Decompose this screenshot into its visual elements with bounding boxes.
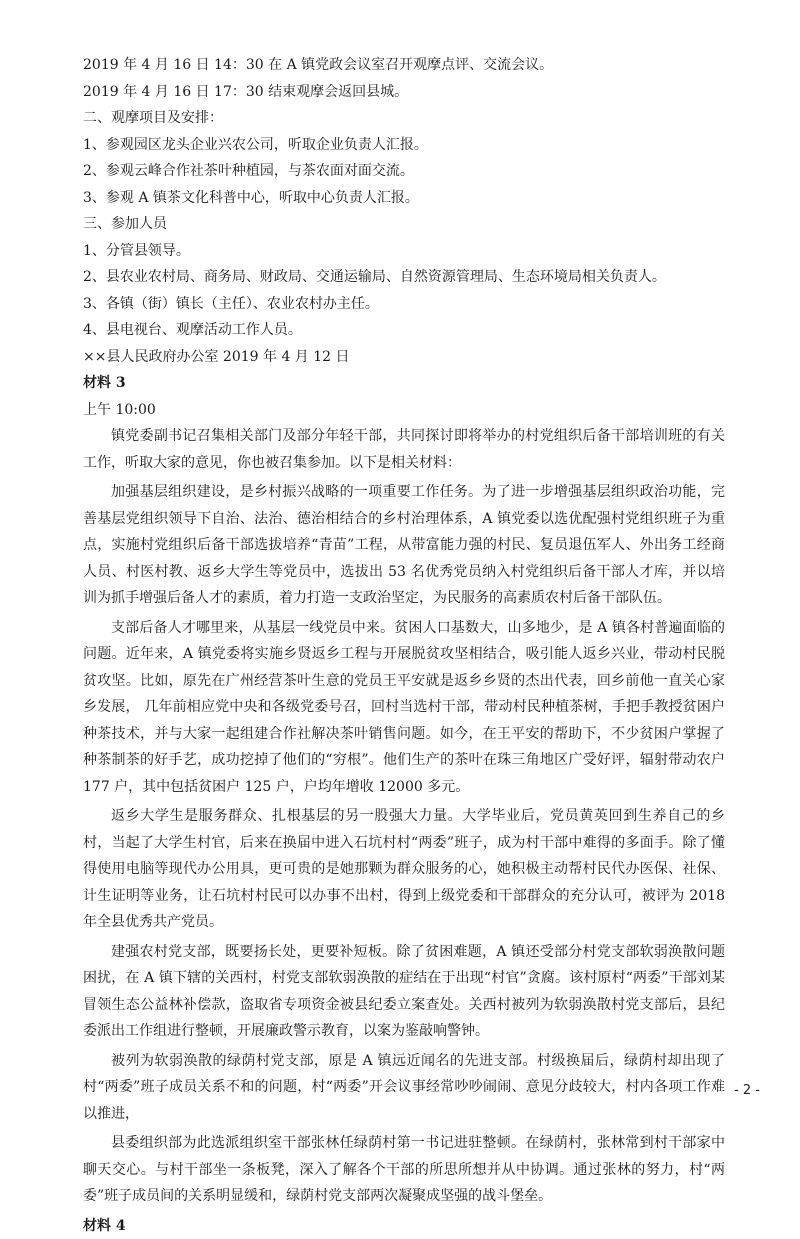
material-3-paragraph: 镇党委副书记召集相关部门及部分年轻干部，共同探讨即将举办的村党组织后备干部培训班的有关工作，听取大家的意见，你也被召集参加。以下是相关材料： <box>83 423 725 476</box>
section-heading: 二、观摩项目及安排： <box>83 105 725 132</box>
schedule-line: 2019 年 4 月 16 日 14：30 在 A 镇党政会议室召开观摩点评、交流会议。 <box>83 52 725 79</box>
material-4-title: 材料 4 <box>83 1213 725 1239</box>
list-item: 3、各镇（街）镇长（主任）、农业农村办主任。 <box>83 291 725 318</box>
list-item: 2、参观云峰合作社茶叶种植园，与茶农面对面交流。 <box>83 158 725 185</box>
list-item: 1、分管县领导。 <box>83 238 725 265</box>
material-3-time: 上午 10:00 <box>83 397 725 424</box>
material-3-paragraph: 加强基层组织建设，是乡村振兴战略的一项重要工作任务。为了进一步增强基层组织政治功能，完善基层党组织领导下自治、法治、德治相结合的乡村治理体系，A 镇党委以选优配强村党组织班子为重点，实施村党组织后备干部选拔培养“青苗”工程，从带富能力强的村民、复员退伍军人、外出务工经商人员、村医村教、返乡大学生等党员中，选拔出 53 名优秀党员纳入村党组织后备干部人才库，并以培训为抓手增强后备人才的素质，着力打造一支政治坚定，为民服务的高素质农村后备干部队伍。 <box>83 479 725 612</box>
schedule-line: 2019 年 4 月 16 日 17：30 结束观摩会返回县城。 <box>83 79 725 106</box>
list-item: 4、县电视台、观摩活动工作人员。 <box>83 317 725 344</box>
signature-line: ××县人民政府办公室 2019 年 4 月 12 日 <box>83 344 725 371</box>
section-heading: 三、参加人员 <box>83 211 725 238</box>
list-item: 1、参观园区龙头企业兴农公司，听取企业负责人汇报。 <box>83 132 725 159</box>
material-3-paragraph: 返乡大学生是服务群众、扎根基层的另一股强大力量。大学毕业后，党员黄英回到生养自己的乡村，当起了大学生村官，后来在换届中进入石坑村村“两委”班子，成为村干部中难得的多面手。除了懂得使用电脑等现代办公用具，更可贵的是她那颗为群众服务的心，她积极主动帮村民代办医保、社保、计生证明等业务，让石坑村村民可以办事不出村，得到上级党委和干部群众的充分认可，被评为 2018 年全县优秀共产党员。 <box>83 803 725 936</box>
list-item: 3、参观 A 镇茶文化科普中心，听取中心负责人汇报。 <box>83 185 725 212</box>
material-3-paragraph: 支部后备人才哪里来，从基层一线党员中来。贫困人口基数大，山多地少，是 A 镇各村普遍面临的问题。近年来，A 镇党委将实施乡贤返乡工程与开展脱贫攻坚相结合，吸引能人返乡兴业，带动村民脱贫攻坚。比如，原先在广州经营茶叶生意的党员王平安就是返乡乡贤的杰出代表，回乡前他一直关心家乡发展， 几年前相应党中央和各级党委号召，回村当选村干部，带动村民种植茶树，手把手教授贫困户种茶技术，并与大家一起组建合作社解决茶叶销售问题。如今，在王平安的帮助下，不少贫困户掌握了种茶制茶的好手艺，成功挖掉了他们的“穷根”。他们生产的茶叶在珠三角地区广受好评，辐射带动农户 177 户，其中包括贫困户 125 户，户均年增收 12000 多元。 <box>83 615 725 801</box>
material-3-title: 材料 3 <box>83 370 725 397</box>
material-3-paragraph: 建强农村党支部，既要扬长处，更要补短板。除了贫困难题，A 镇还受部分村党支部软弱涣散问题困扰，在 A 镇下辖的关西村，村党支部软弱涣散的症结在于出现“村官”贪腐。该村原村“两委”干部刘某冒领生态公益林补偿款，盗取省专项资金被县纪委立案查处。关西村被列为软弱涣散村党支部后，县纪委派出工作组进行整顿，开展廉政警示教育，以案为鉴敲响警钟。 <box>83 939 725 1045</box>
page-number: - 2 - <box>734 1083 760 1098</box>
page-content <box>83 52 725 1239</box>
list-item: 2、县农业农村局、商务局、财政局、交通运输局、自然资源管理局、生态环境局相关负责人。 <box>83 264 725 291</box>
material-3-paragraph: 县委组织部为此选派组织室干部张林任绿荫村第一书记进驻整顿。在绿荫村，张林常到村干部家中聊天交心。与村干部坐一条板凳，深入了解各个干部的所思所想并从中协调。通过张林的努力，村“两委”班子成员间的关系明显缓和，绿荫村党支部两次凝聚成坚强的战斗堡垒。 <box>83 1130 725 1210</box>
material-3-paragraph: 被列为软弱涣散的绿荫村党支部，原是 A 镇远近闻名的先进支部。村级换届后，绿荫村却出现了村“两委”班子成员关系不和的问题，村“两委”开会议事经常吵吵闹闹、意见分歧较大，村内各项工作难以推进， <box>83 1048 725 1128</box>
